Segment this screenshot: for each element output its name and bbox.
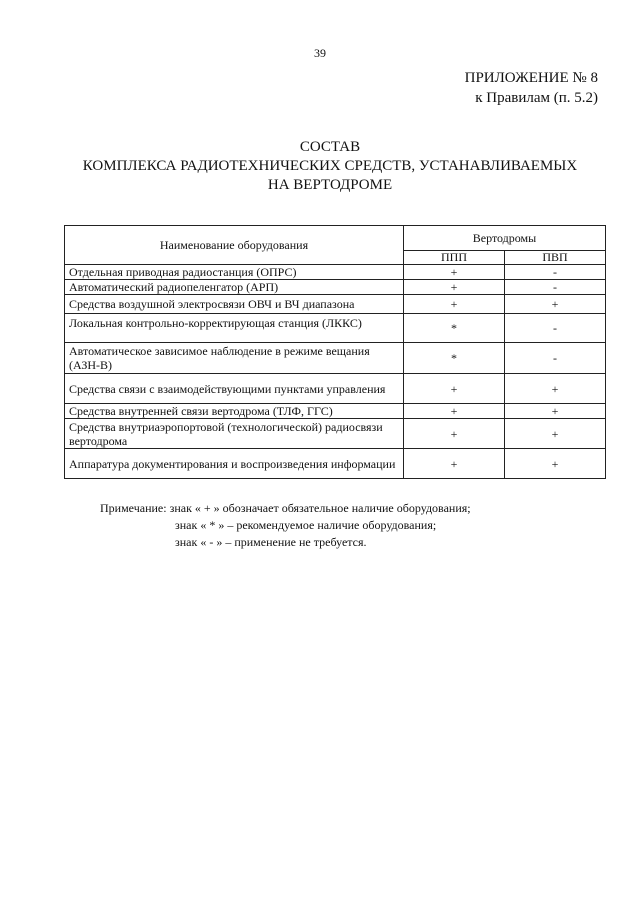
ifr-mark: *	[404, 343, 505, 374]
note-line-recommended: знак « * » – рекомендуемое наличие оборудования;	[175, 518, 437, 532]
title-line-1: СОСТАВ	[299, 139, 361, 155]
title-line-2: КОМПЛЕКСА РАДИОТЕХНИЧЕСКИХ СРЕДСТВ, УСТАНАВЛИВАЕМЫХ	[82, 158, 578, 174]
equipment-name-header: Наименование оборудования	[65, 226, 404, 265]
equipment-name: Автоматический радиопеленгатор (АРП)	[65, 280, 404, 295]
equipment-table	[64, 225, 606, 479]
equipment-name: Отдельная приводная радиостанция (ОПРС)	[65, 265, 404, 280]
table-row	[65, 343, 606, 374]
appendix-reference: к Правилам (п. 5.2)	[475, 90, 598, 106]
vfr-mark: -	[505, 265, 606, 280]
ifr-mark: +	[404, 295, 505, 314]
appendix-heading	[408, 68, 598, 108]
vfr-mark: +	[505, 404, 606, 419]
ifr-mark: +	[404, 374, 505, 404]
vfr-mark: -	[505, 343, 606, 374]
table-row	[65, 374, 606, 404]
vfr-mark: +	[505, 374, 606, 404]
vfr-mark: +	[505, 449, 606, 479]
table-row	[65, 404, 606, 419]
table-row	[65, 280, 606, 295]
vfr-column-header: ПВП	[505, 251, 606, 265]
ifr-mark: +	[404, 419, 505, 449]
note-line-not-required: знак « - » – применение не требуется.	[175, 535, 367, 549]
page-number: 39	[314, 46, 326, 60]
equipment-name: Автоматическое зависимое наблюдение в режиме вещания (АЗН-В)	[65, 343, 404, 374]
title-line-3: НА ВЕРТОДРОМЕ	[267, 177, 393, 193]
vfr-mark: +	[505, 295, 606, 314]
table-row	[65, 265, 606, 280]
appendix-number: ПРИЛОЖЕНИЕ № 8	[464, 70, 598, 86]
table-row	[65, 314, 606, 343]
ifr-column-header: ППП	[404, 251, 505, 265]
vfr-mark: -	[505, 314, 606, 343]
helipads-header: Вертодромы	[404, 226, 606, 251]
table-row	[65, 419, 606, 449]
equipment-name: Средства внутренней связи вертодрома (ТЛФ, ГГС)	[65, 404, 404, 419]
vfr-mark: +	[505, 419, 606, 449]
ifr-mark: +	[404, 280, 505, 295]
equipment-name: Аппаратура документирования и воспроизведения информации	[65, 449, 404, 479]
ifr-mark: *	[404, 314, 505, 343]
equipment-name: Локальная контрольно-корректирующая станция (ЛККС)	[65, 314, 404, 343]
ifr-mark: +	[404, 449, 505, 479]
table-row	[65, 295, 606, 314]
vfr-mark: -	[505, 280, 606, 295]
legend-note	[100, 500, 600, 551]
equipment-name: Средства внутриаэропортовой (технологической) радиосвязи вертодрома	[65, 419, 404, 449]
equipment-name: Средства связи с взаимодействующими пунктами управления	[65, 374, 404, 404]
ifr-mark: +	[404, 265, 505, 280]
ifr-mark: +	[404, 404, 505, 419]
note-line-required: Примечание: знак « + » обозначает обязательное наличие оборудования;	[100, 501, 471, 515]
document-title	[60, 138, 600, 195]
table-header-row	[65, 226, 606, 251]
table-row	[65, 449, 606, 479]
equipment-name: Средства воздушной электросвязи ОВЧ и ВЧ диапазона	[65, 295, 404, 314]
